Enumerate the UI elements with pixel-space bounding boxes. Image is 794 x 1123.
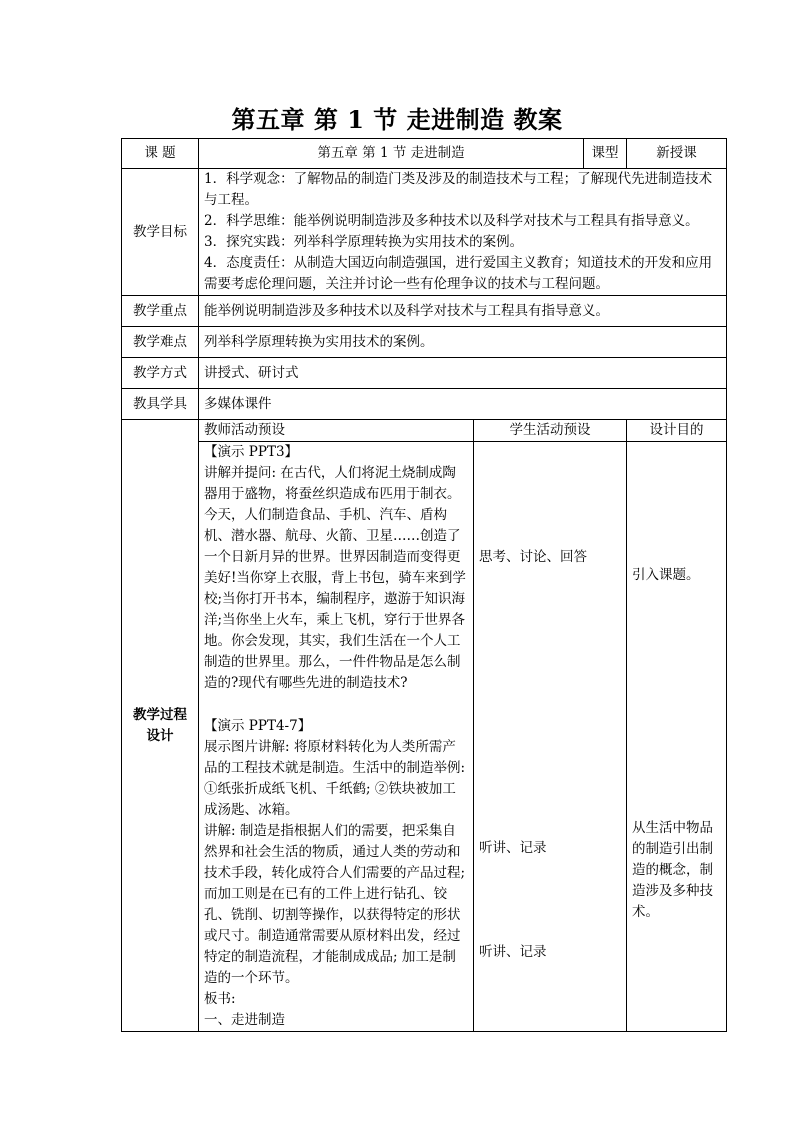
tools-label: 教具学具 xyxy=(122,389,199,420)
objectives-row xyxy=(122,169,727,296)
process-label: 教学过程设计 xyxy=(122,420,199,1032)
page-title: 第五章 第 1 节 走进制造 教案 xyxy=(231,105,563,134)
tools-value: 多媒体课件 xyxy=(199,389,727,420)
teacher-line-blank xyxy=(204,694,468,716)
teacher-line-heading: 一、走进制造 xyxy=(204,1012,285,1028)
objectives-content xyxy=(199,169,727,296)
objectives-label: 教学目标 xyxy=(122,169,199,296)
design-purposes xyxy=(627,442,727,1032)
teacher-line-ppt3: 【演示 PPT3】 xyxy=(204,444,299,460)
process-header-row xyxy=(122,420,727,442)
key-points-row xyxy=(122,296,727,327)
student-activity-2: 听讲、记录 xyxy=(479,839,547,856)
difficulties-label: 教学难点 xyxy=(122,327,199,358)
objective-2: 2．科学思维：能举例说明制造涉及多种技术以及科学对技术与工程具有指导意义。 xyxy=(204,213,699,229)
teacher-line-explain: 讲解: 制造是指根据人们的需要，把采集自然界和社会生活的物质，通过人类的劳动和技术手段，转化成符合人们需要的产品过程;而加工则是在已有的工件上进行钻孔、铰孔、铣削、切割等操作，以获得特定的形状或尺寸。制造通常需要从原材料出发，经过特定的制造流程，才能制成成品; 加工是制造的一个环节。 xyxy=(204,823,466,986)
method-value: 讲授式、研讨式 xyxy=(199,358,727,389)
student-activity-1: 思考、讨论、回答 xyxy=(479,548,587,565)
student-activity-3: 听讲、记录 xyxy=(479,943,547,960)
type-value: 新授课 xyxy=(627,139,727,169)
type-label: 课型 xyxy=(584,139,627,169)
topic-label: 课 题 xyxy=(122,139,199,169)
topic-row xyxy=(122,139,727,169)
objective-4: 4．态度责任：从制造大国迈向制造强国，进行爱国主义教育；知道技术的开发和应用需要考虑伦理问题，关注并讨论一些有伦理争议的技术与工程问题。 xyxy=(204,255,713,292)
difficulties-row xyxy=(122,327,727,358)
key-points-label: 教学重点 xyxy=(122,296,199,327)
teacher-activities xyxy=(199,442,474,1032)
teacher-col-header: 教师活动预设 xyxy=(199,420,474,442)
process-body-row xyxy=(122,442,727,1032)
difficulties-value: 列举科学原理转换为实用技术的案例。 xyxy=(199,327,727,358)
student-activities xyxy=(474,442,627,1032)
key-points-value: 能举例说明制造涉及多种技术以及科学对技术与工程具有指导意义。 xyxy=(199,296,727,327)
objective-1: 1．科学观念：了解物品的制造门类及涉及的制造技术与工程；了解现代先进制造技术与工程。 xyxy=(204,171,713,208)
teacher-line-images: 展示图片讲解: 将原材料转化为人类所需产品的工程技术就是制造。生活中的制造举例: ①纸张折成纸飞机、千纸鹤; ②铁块被加工成汤匙、冰箱。 xyxy=(204,739,470,818)
method-label: 教学方式 xyxy=(122,358,199,389)
purpose-col-header: 设计目的 xyxy=(627,420,727,442)
method-row xyxy=(122,358,727,389)
lesson-plan-table xyxy=(121,138,727,1032)
purpose-1: 引入课题。 xyxy=(632,566,700,583)
student-col-header: 学生活动预设 xyxy=(474,420,627,442)
purpose-2: 从生活中物品的制造引出制造的概念，制造涉及多种技术。 xyxy=(632,819,714,920)
teacher-line-ppt4-7: 【演示 PPT4-7】 xyxy=(204,718,312,734)
topic-value: 第五章 第 1 节 走进制造 xyxy=(199,139,584,169)
objective-3: 3．探究实践：列举科学原理转换为实用技术的案例。 xyxy=(204,234,524,250)
teacher-line-intro: 讲解并提问: 在古代，人们将泥土烧制成陶器用于盛物，将蚕丝织造成布匹用于制衣。今天，人们制造食品、手机、汽车、盾构机、潜水器、航母、火箭、卫星……创造了一个日新月异的世界。世界因制造而变得更美好!当你穿上衣服，背上书包，骑车来到学校;当你打开书本，编制程序，遨游于知识海洋;当你坐上火车，乘上飞机，穿行于世界各地。你会发现，其实，我们生活在一个人工制造的世界里。那么，一件件物品是怎么制造的?现代有哪些先进的制造技术? xyxy=(204,465,466,691)
teacher-line-board: 板书: xyxy=(204,991,236,1007)
tools-row xyxy=(122,389,727,420)
